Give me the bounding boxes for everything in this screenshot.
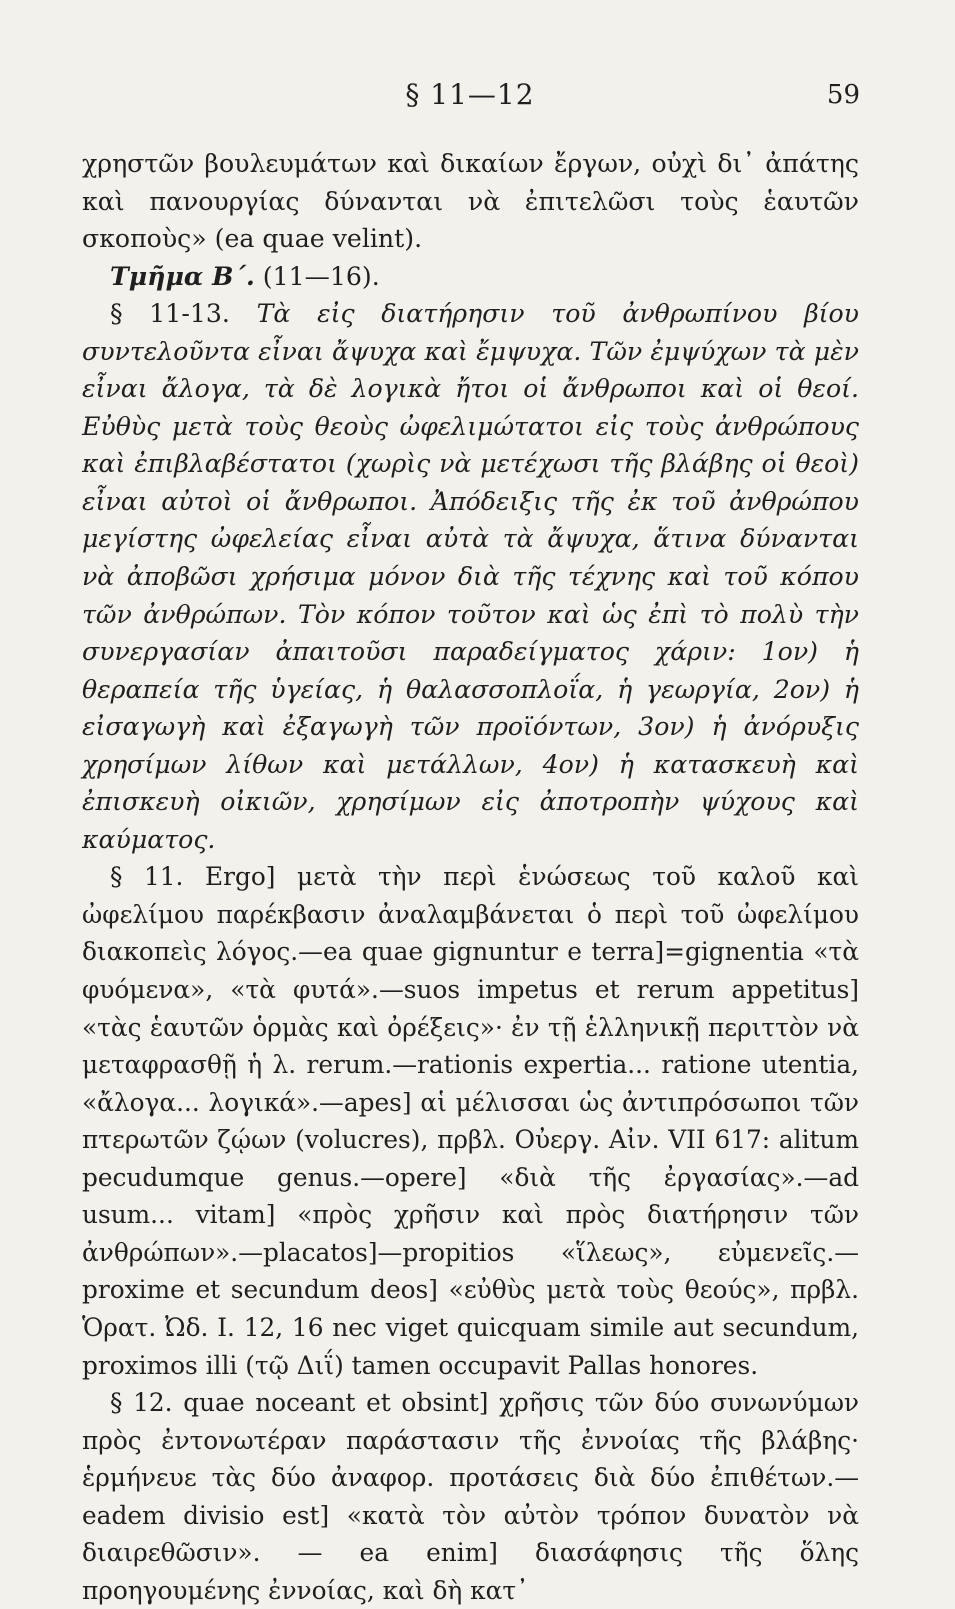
page-body: [82, 145, 859, 1609]
section-heading-label: Τμῆμα Β΄.: [110, 260, 255, 291]
section-heading-range: (11—16).: [262, 261, 380, 291]
section-mark: § 11—12: [405, 78, 535, 111]
running-header: [80, 78, 860, 118]
commentary-12-text: quae noceant et obsint] χρῆσις τῶν δύο συνωνύμων πρὸς ἐντονωτέραν παράστασιν τῆς ἐννοίας τῆς βλάβης· ἑρμήνευε τὰς δύο ἀναφορ. προτάσεις διὰ δύο ἐπιθέτων.—eadem divisio est] «κατὰ τὸν αὐτὸν τρόπον δυνατὸν νὰ διαιρεθῶσιν». — ea enim] διασάφησις τῆς ὅλης προηγουμένης ἐννοίας, καὶ δὴ κατ᾽: [82, 1388, 859, 1605]
commentary-paragraph-11: [82, 858, 859, 1384]
intro-text: χρηστῶν βουλευμάτων καὶ δικαίων ἔργων, οὐχὶ δι᾽ ἀπάτης καὶ πανουργίας δύνανται νὰ ἐπιτελῶσι τοὺς ἑαυτῶν σκοποὺς» (ea quae velint).: [82, 149, 859, 254]
commentary-11-ref: § 11.: [110, 862, 184, 892]
commentary-12-ref: § 12.: [110, 1388, 173, 1418]
summary-paragraph: [82, 295, 859, 858]
commentary-paragraph-12: [82, 1384, 859, 1609]
commentary-11-text: Ergo] μετὰ τὴν περὶ ἑνώσεως τοῦ καλοῦ καὶ ὠφελίμου παρέκβασιν ἀναλαμβάνεται ὁ περὶ τοῦ ὠφελίμου διακοπεὶς λόγος.—ea quae gignuntur e terra]=gignentia «τὰ φυόμενα», «τὰ φυτά».—suos impetus et rerum appetitus] «τὰς ἑαυτῶν ὁρμὰς καὶ ὀρέξεις»· ἐν τῇ ἑλληνικῇ περιττὸν νὰ μεταφρασθῇ ἡ λ. rerum.—rationis expertia... ratione utentia, «ἄλογα... λογικά».—apes] αἱ μέλισσαι ὡς ἀντιπρόσωποι τῶν πτερωτῶν ζῴων (volucres), πρβλ. Οὐεργ. Αἰν. VII 617: alitum pecudumque genus.—opere] «διὰ τῆς ἐργασίας».—ad usum... vitam] «πρὸς χρῆσιν καὶ πρὸς διατήρησιν τῶν ἀνθρώπων».—placatos]—propitios «ἵλεως», εὐμενεῖς.—proxime et secundum deos] «εὐθὺς μετὰ τοὺς θεούς», πρβλ. Ὁρατ. Ὠδ. I. 12, 16 nec viget quicquam simile aut secundum, proximos illi (τῷ Διΐ) tamen occupavit Pallas honores.: [82, 862, 860, 1380]
section-heading: [82, 258, 859, 296]
summary-ref: § 11-13.: [110, 299, 230, 329]
intro-paragraph: [82, 145, 859, 258]
summary-text: Τὰ εἰς διατήρησιν τοῦ ἀνθρωπίνου βίου συντελοῦντα εἶναι ἄψυχα καὶ ἔμψυχα. Τῶν ἐμψύχων τὰ μὲν εἶναι ἄλογα, τὰ δὲ λογικὰ ἤτοι οἱ ἄνθρωποι καὶ οἱ θεοί. Εὐθὺς μετὰ τοὺς θεοὺς ὠφελιμώτατοι εἰς τοὺς ἀνθρώπους καὶ ἐπιβλαβέστατοι (χωρὶς νὰ μετέχωσι τῆς βλάβης οἱ θεοὶ) εἶναι αὐτοὶ οἱ ἄνθρωποι. Ἀπόδειξις τῆς ἐκ τοῦ ἀνθρώπου μεγίστης ὠφελείας εἶναι αὐτὰ τὰ ἄψυχα, ἅτινα δύνανται νὰ ἀποβῶσι χρήσιμα μόνον διὰ τῆς τέχνης καὶ τοῦ κόπου τῶν ἀνθρώπων. Τὸν κόπον τοῦτον καὶ ὡς ἐπὶ τὸ πολὺ τὴν συνεργασίαν ἀπαιτοῦσι παραδείγματος χάριν: 1ον) ἡ θεραπεία τῆς ὑγείας, ἡ θαλασσοπλοΐα, ἡ γεωργία, 2ον) ἡ εἰσαγωγὴ καὶ ἐξαγωγὴ τῶν προϊόντων, 3ον) ἡ ἀνόρυξις χρησίμων λίθων καὶ μετάλλων, 4ον) ἡ κατασκευὴ καὶ ἐπισκευὴ οἰκιῶν, χρησίμων εἰς ἀποτροπὴν ψύχους καὶ καύματος.: [82, 299, 859, 854]
page-number: 59: [826, 80, 860, 110]
